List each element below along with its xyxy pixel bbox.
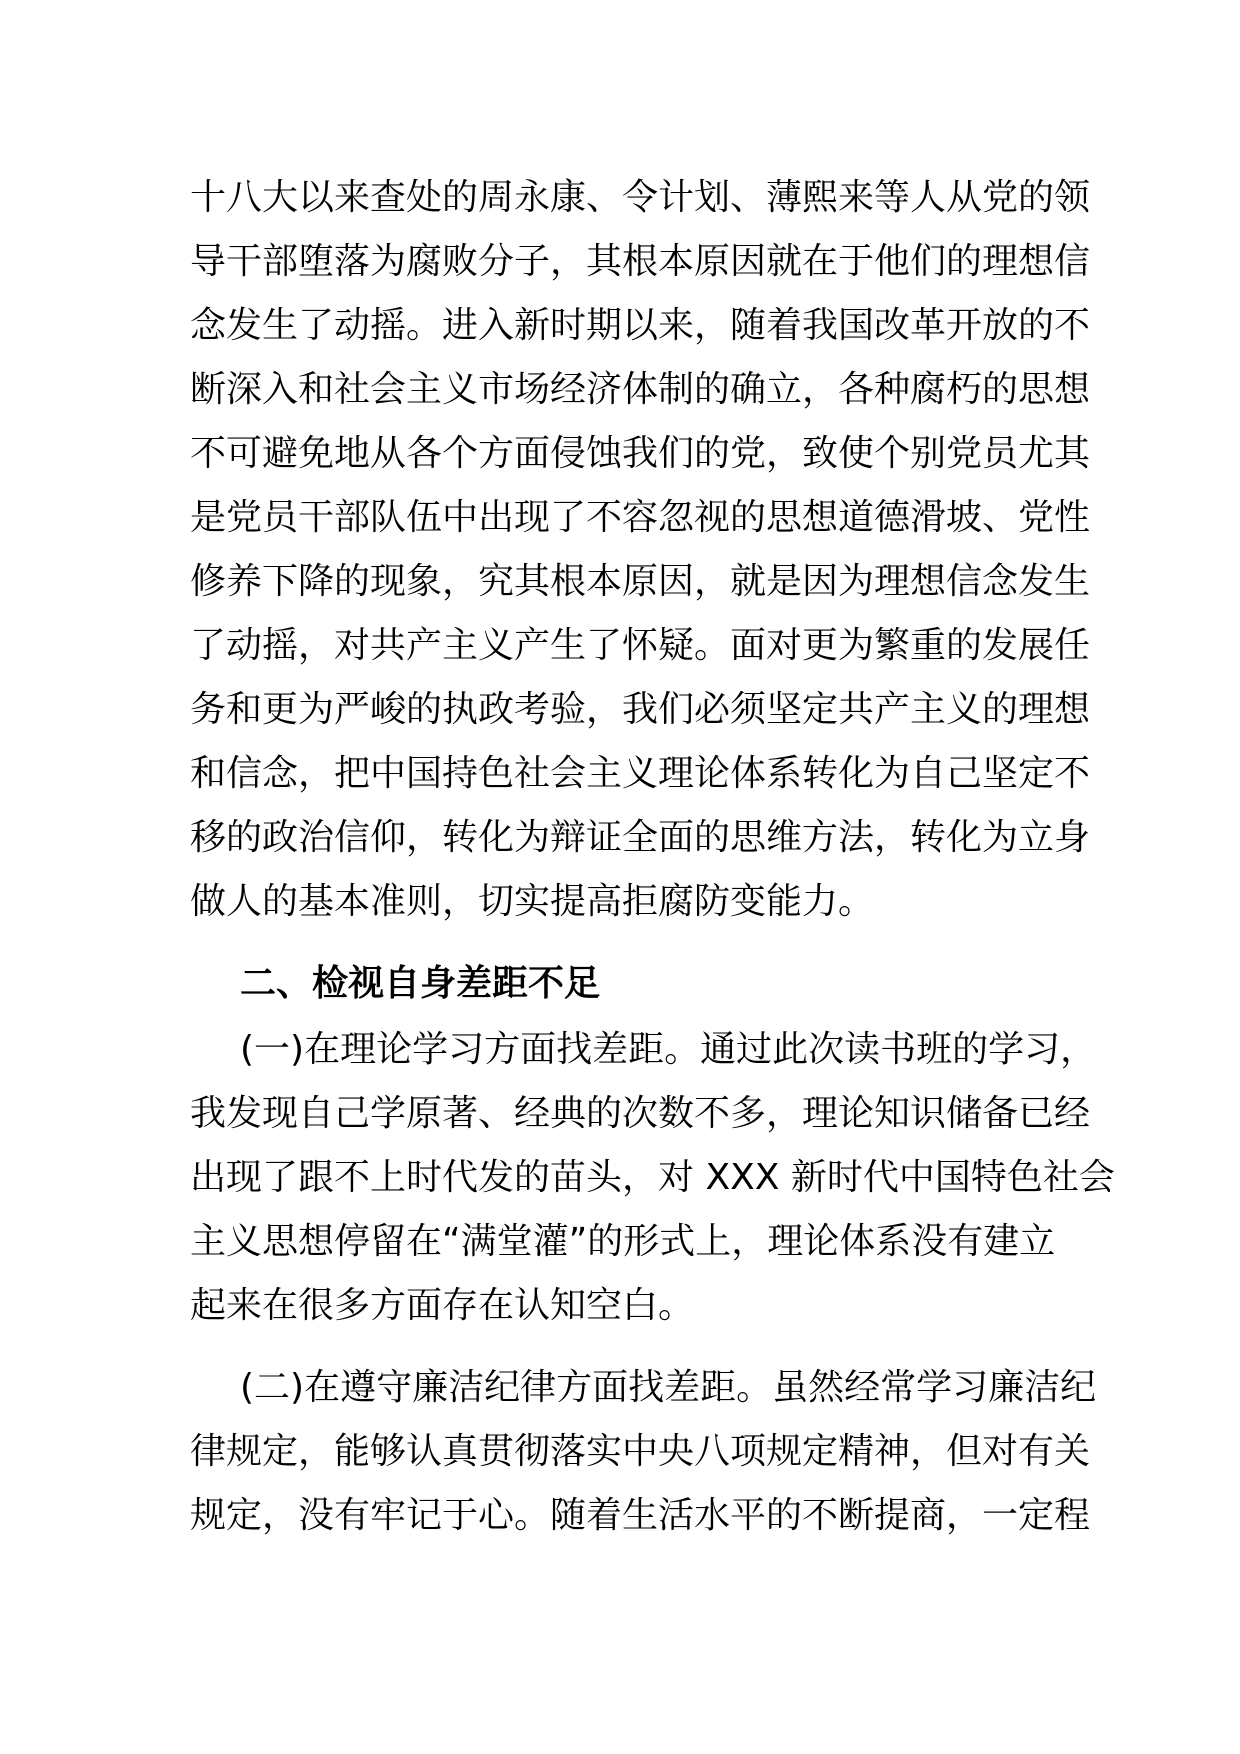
paragraph-2-line: 规定，没有牢记于心。随着生活水平的不断提商，一定程 (190, 1495, 1091, 1536)
paragraph-2-line: 律规定，能够认真贯彻落实中央八项规定精神，但对有关 (190, 1431, 1091, 1472)
paragraph-1-line: 起来在很多方面存在认知空白。 (190, 1285, 695, 1326)
paragraph-1-line: (一)在理论学习方面找差距。通过此次读书班的学习， (240, 1029, 1097, 1070)
body-text-line: 修养下降的现象，究其根本原因，就是因为理想信念发生 (190, 561, 1091, 602)
section-heading: 二、检视自身差距不足 (240, 963, 601, 1004)
body-text-line: 移的政治信仰，转化为辩证全面的思维方法，转化为立身 (190, 817, 1091, 858)
body-text-line: 和信念，把中国持色社会主义理论体系转化为自己坚定不 (190, 753, 1091, 794)
paragraph-2-line: (二)在遵守廉洁纪律方面找差距。虽然经常学习廉洁纪 (240, 1367, 1097, 1408)
paragraph-1-line: 主义思想停留在“满堂灌”的形式上，理论体系没有建立 (190, 1221, 1056, 1262)
body-text-line: 不可避免地从各个方面侵蚀我们的党，致使个别党员尤其 (190, 433, 1091, 474)
body-text-line: 十八大以来查处的周永康、令计划、薄熙来等人从党的领 (190, 177, 1091, 218)
body-text-line: 做人的基本准则，切实提高拒腐防变能力。 (190, 881, 875, 922)
paragraph-1-line: 我发现自己学原著、经典的次数不多，理论知识储备已经 (190, 1093, 1091, 1134)
body-text-line: 断深入和社会主义市场经济体制的确立，各种腐朽的思想 (190, 369, 1091, 410)
body-text-line: 导干部堕落为腐败分子，其根本原因就在于他们的理想信 (190, 241, 1091, 282)
paragraph-1-line: 出现了跟不上时代发的苗头，对 XXX 新时代中国特色社会 (190, 1157, 1115, 1198)
body-text-line: 是党员干部队伍中出现了不容忽视的思想道德滑坡、党性 (190, 497, 1091, 538)
body-text-line: 务和更为严峻的执政考验，我们必须坚定共产主义的理想 (190, 689, 1091, 730)
body-text-line: 了动摇，对共产主义产生了怀疑。面对更为繁重的发展任 (190, 625, 1091, 666)
body-text-line: 念发生了动摇。进入新时期以来，随着我国改革开放的不 (190, 305, 1091, 346)
